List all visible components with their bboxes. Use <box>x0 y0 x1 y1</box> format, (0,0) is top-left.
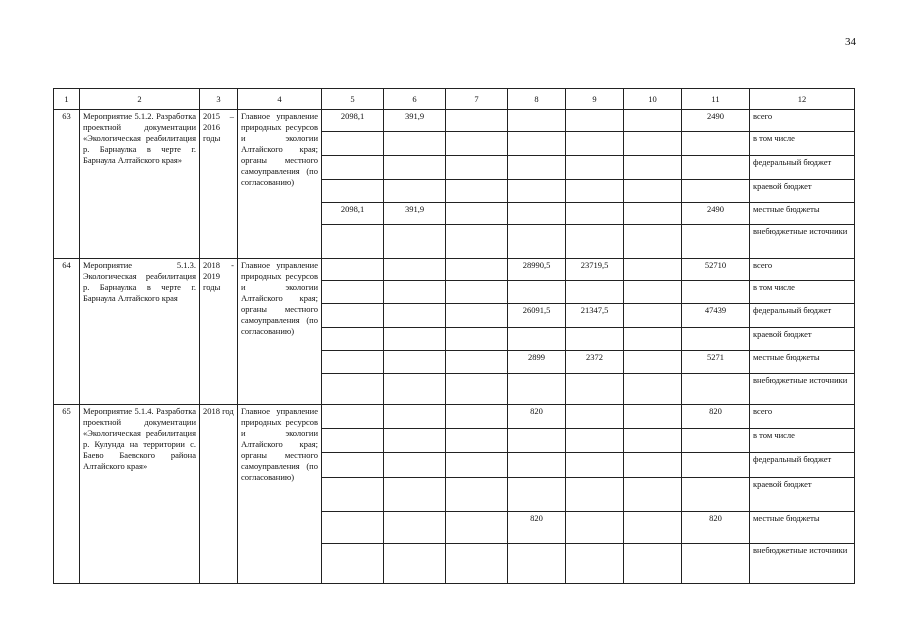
cell-col-10 <box>624 453 682 478</box>
funding-source: всего <box>750 110 855 132</box>
cell-col-6 <box>384 132 446 156</box>
cell-col-11 <box>682 328 750 351</box>
cell-col-7 <box>446 429 508 453</box>
cell-col-7 <box>446 259 508 281</box>
cell-col-11: 820 <box>682 405 750 429</box>
cell-col-5 <box>322 304 384 328</box>
row-number: 64 <box>54 259 80 405</box>
cell-col-6 <box>384 259 446 281</box>
funding-source: внебюджетные источники <box>750 544 855 584</box>
cell-col-6 <box>384 225 446 259</box>
cell-col-10 <box>624 304 682 328</box>
cell-col-6 <box>384 512 446 544</box>
cell-col-9 <box>566 429 624 453</box>
cell-col-9 <box>566 225 624 259</box>
cell-col-9 <box>566 156 624 180</box>
cell-col-5 <box>322 351 384 374</box>
cell-col-11: 47439 <box>682 304 750 328</box>
column-number-cell: 9 <box>566 89 624 110</box>
funding-source: местные бюджеты <box>750 512 855 544</box>
cell-col-8 <box>508 110 566 132</box>
program-measures-table <box>53 88 855 584</box>
funding-source: всего <box>750 405 855 429</box>
column-number-cell: 8 <box>508 89 566 110</box>
column-number-cell: 1 <box>54 89 80 110</box>
funding-source: внебюджетные источники <box>750 225 855 259</box>
period: 2015 – 2016 годы <box>200 110 238 259</box>
period: 2018 - 2019 годы <box>200 259 238 405</box>
table-row <box>54 110 855 132</box>
cell-col-10 <box>624 512 682 544</box>
measure-name: Мероприятие 5.1.3. Экологическая реабилитация р. Барнаулка в черте г. Барнаула Алтайского края <box>80 259 200 405</box>
cell-col-6 <box>384 405 446 429</box>
cell-col-7 <box>446 351 508 374</box>
column-number-cell: 4 <box>238 89 322 110</box>
cell-col-10 <box>624 544 682 584</box>
cell-col-5 <box>322 405 384 429</box>
cell-col-9 <box>566 281 624 304</box>
cell-col-9 <box>566 374 624 405</box>
cell-col-9 <box>566 203 624 225</box>
cell-col-8: 2899 <box>508 351 566 374</box>
cell-col-11 <box>682 478 750 512</box>
cell-col-9 <box>566 544 624 584</box>
column-number-cell: 2 <box>80 89 200 110</box>
cell-col-7 <box>446 405 508 429</box>
funding-source: краевой бюджет <box>750 478 855 512</box>
cell-col-9 <box>566 328 624 351</box>
cell-col-8 <box>508 281 566 304</box>
funding-source: федеральный бюджет <box>750 304 855 328</box>
cell-col-11 <box>682 374 750 405</box>
cell-col-7 <box>446 225 508 259</box>
cell-col-10 <box>624 156 682 180</box>
cell-col-6 <box>384 478 446 512</box>
cell-col-8 <box>508 374 566 405</box>
cell-col-11 <box>682 180 750 203</box>
period: 2018 год <box>200 405 238 584</box>
cell-col-8 <box>508 544 566 584</box>
cell-col-5 <box>322 156 384 180</box>
column-number-cell: 12 <box>750 89 855 110</box>
cell-col-5 <box>322 512 384 544</box>
column-number-cell: 10 <box>624 89 682 110</box>
cell-col-9: 21347,5 <box>566 304 624 328</box>
cell-col-8: 28990,5 <box>508 259 566 281</box>
cell-col-10 <box>624 225 682 259</box>
column-number-cell: 3 <box>200 89 238 110</box>
cell-col-7 <box>446 203 508 225</box>
cell-col-5: 2098,1 <box>322 110 384 132</box>
funding-source: в том числе <box>750 132 855 156</box>
cell-col-9 <box>566 405 624 429</box>
funding-source: краевой бюджет <box>750 180 855 203</box>
cell-col-5 <box>322 132 384 156</box>
funding-source: краевой бюджет <box>750 328 855 351</box>
cell-col-8 <box>508 203 566 225</box>
column-number-cell: 5 <box>322 89 384 110</box>
cell-col-7 <box>446 281 508 304</box>
cell-col-6 <box>384 544 446 584</box>
cell-col-7 <box>446 478 508 512</box>
cell-col-5 <box>322 429 384 453</box>
cell-col-9 <box>566 478 624 512</box>
executor: Главное управление природных ресурсов и экологии Алтайского края; органы местного самоуправления (по согласованию) <box>238 110 322 259</box>
cell-col-8: 820 <box>508 405 566 429</box>
row-number: 63 <box>54 110 80 259</box>
measure-name: Мероприятие 5.1.2. Разработка проектной документации «Экологическая реабилитация р. Барнаулка в черте г. Барнаула Алтайского края» <box>80 110 200 259</box>
cell-col-11: 2490 <box>682 110 750 132</box>
cell-col-5 <box>322 544 384 584</box>
cell-col-11: 5271 <box>682 351 750 374</box>
cell-col-5 <box>322 259 384 281</box>
funding-source: в том числе <box>750 429 855 453</box>
cell-col-8 <box>508 429 566 453</box>
cell-col-7 <box>446 512 508 544</box>
executor: Главное управление природных ресурсов и экологии Алтайского края; органы местного самоуправления (по согласованию) <box>238 259 322 405</box>
cell-col-7 <box>446 453 508 478</box>
cell-col-8: 820 <box>508 512 566 544</box>
cell-col-8 <box>508 225 566 259</box>
cell-col-11 <box>682 429 750 453</box>
funding-source: федеральный бюджет <box>750 453 855 478</box>
column-number-cell: 7 <box>446 89 508 110</box>
cell-col-7 <box>446 110 508 132</box>
cell-col-6 <box>384 328 446 351</box>
cell-col-9 <box>566 110 624 132</box>
cell-col-11 <box>682 132 750 156</box>
page-number: 34 <box>845 36 856 48</box>
table-row <box>54 259 855 281</box>
cell-col-7 <box>446 304 508 328</box>
funding-source: федеральный бюджет <box>750 156 855 180</box>
cell-col-10 <box>624 259 682 281</box>
cell-col-7 <box>446 544 508 584</box>
cell-col-8 <box>508 132 566 156</box>
cell-col-9: 23719,5 <box>566 259 624 281</box>
header-row <box>54 89 855 110</box>
measure-name: Мероприятие 5.1.4. Разработка проектной документации «Экологическая реабилитация р. Кулунда на территории с. Баево Баевского района Алтайского края» <box>80 405 200 584</box>
cell-col-11: 2490 <box>682 203 750 225</box>
row-number: 65 <box>54 405 80 584</box>
cell-col-6 <box>384 180 446 203</box>
funding-source: внебюджетные источники <box>750 374 855 405</box>
cell-col-8 <box>508 328 566 351</box>
cell-col-8 <box>508 180 566 203</box>
cell-col-11 <box>682 453 750 478</box>
cell-col-6 <box>384 156 446 180</box>
cell-col-6 <box>384 429 446 453</box>
cell-col-11 <box>682 544 750 584</box>
cell-col-11 <box>682 281 750 304</box>
cell-col-5 <box>322 225 384 259</box>
cell-col-9: 2372 <box>566 351 624 374</box>
cell-col-8 <box>508 156 566 180</box>
cell-col-9 <box>566 180 624 203</box>
cell-col-10 <box>624 405 682 429</box>
cell-col-5 <box>322 328 384 351</box>
cell-col-6 <box>384 351 446 374</box>
funding-source: в том числе <box>750 281 855 304</box>
cell-col-6 <box>384 281 446 304</box>
cell-col-10 <box>624 132 682 156</box>
cell-col-8 <box>508 453 566 478</box>
cell-col-10 <box>624 281 682 304</box>
cell-col-10 <box>624 374 682 405</box>
cell-col-6: 391,9 <box>384 203 446 225</box>
cell-col-10 <box>624 351 682 374</box>
cell-col-10 <box>624 110 682 132</box>
cell-col-10 <box>624 203 682 225</box>
executor: Главное управление природных ресурсов и экологии Алтайского края; органы местного самоуправления (по согласованию) <box>238 405 322 584</box>
cell-col-5 <box>322 281 384 304</box>
cell-col-7 <box>446 374 508 405</box>
cell-col-6 <box>384 453 446 478</box>
cell-col-5 <box>322 180 384 203</box>
cell-col-6 <box>384 374 446 405</box>
cell-col-7 <box>446 132 508 156</box>
table-row <box>54 405 855 429</box>
cell-col-7 <box>446 156 508 180</box>
cell-col-5 <box>322 478 384 512</box>
cell-col-10 <box>624 180 682 203</box>
cell-col-11: 52710 <box>682 259 750 281</box>
cell-col-7 <box>446 180 508 203</box>
cell-col-10 <box>624 429 682 453</box>
cell-col-11: 820 <box>682 512 750 544</box>
cell-col-11 <box>682 225 750 259</box>
cell-col-6 <box>384 304 446 328</box>
cell-col-8 <box>508 478 566 512</box>
funding-source: местные бюджеты <box>750 351 855 374</box>
cell-col-6: 391,9 <box>384 110 446 132</box>
cell-col-5 <box>322 374 384 405</box>
column-number-cell: 6 <box>384 89 446 110</box>
cell-col-5 <box>322 453 384 478</box>
cell-col-5: 2098,1 <box>322 203 384 225</box>
cell-col-9 <box>566 512 624 544</box>
funding-source: всего <box>750 259 855 281</box>
cell-col-10 <box>624 478 682 512</box>
cell-col-7 <box>446 328 508 351</box>
funding-source: местные бюджеты <box>750 203 855 225</box>
cell-col-11 <box>682 156 750 180</box>
cell-col-9 <box>566 453 624 478</box>
cell-col-9 <box>566 132 624 156</box>
column-number-cell: 11 <box>682 89 750 110</box>
cell-col-8: 26091,5 <box>508 304 566 328</box>
cell-col-10 <box>624 328 682 351</box>
